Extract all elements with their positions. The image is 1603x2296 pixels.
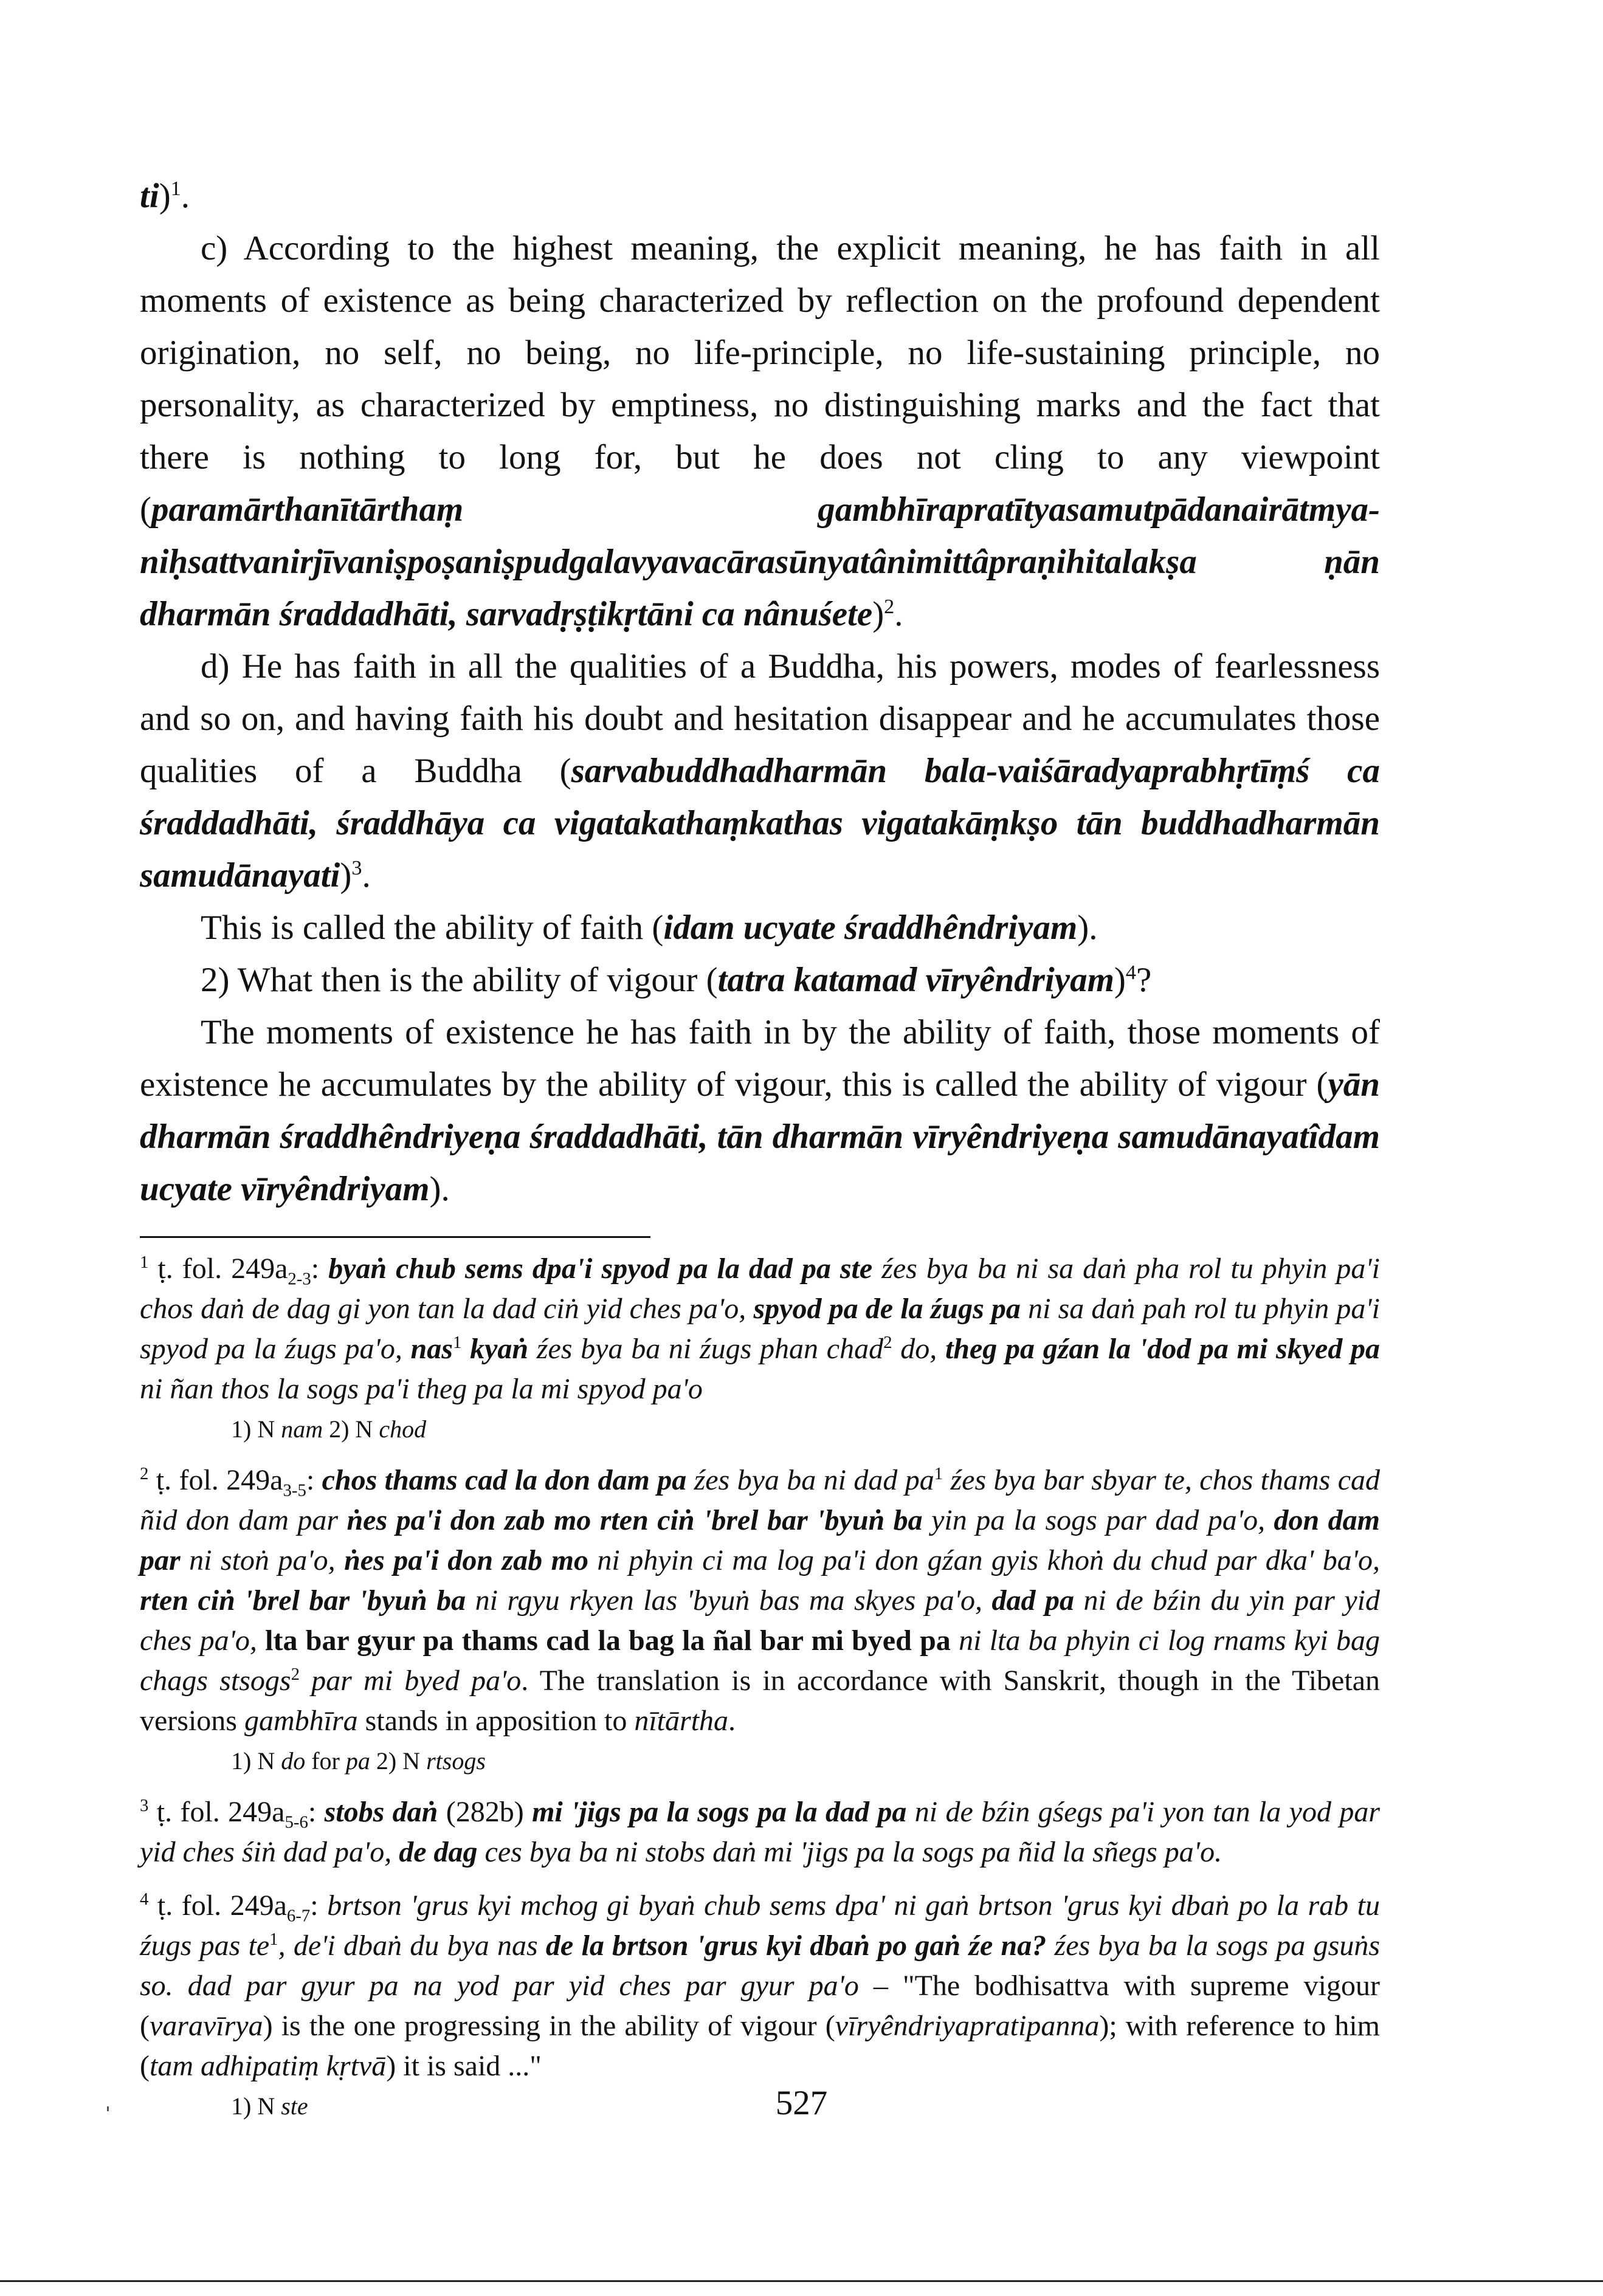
variant-readings: 1) N do for pa 2) N rtsogs bbox=[231, 1747, 486, 1775]
page bbox=[140, 170, 1380, 2137]
para-d: d) He has faith in all the qualities of a Buddha, his powers, modes of fearlessness and so on, and having faith his doubt and hesitation disappear and he accumulates those qualities of a Buddha (sarvabuddhadharmān bala-vaiśāradyaprabhṛtīṃś ca śraddadhāti, śraddhāya ca vigatakathaṃkathas vigatakāṃkṣo tān buddhadharmān samudānayati)$^3$. bbox=[140, 647, 1380, 895]
skt-passage: yān dharmān śraddhêndriyeṇa śraddadhāti, tān dharmān vīryêndriyeṇa samudānayatîdam ucyate vīryêndriyam bbox=[140, 1065, 1380, 1208]
variant-readings: 1) N ste bbox=[231, 2092, 308, 2120]
page-number: 527 bbox=[775, 2084, 828, 2122]
para-vigour-question: 2) What then is the ability of vigour (tatra katamad vīryêndriyam)$^4$? bbox=[201, 961, 1152, 999]
footnote-ref: 3 bbox=[351, 857, 362, 879]
footnote-3: $^3$ ṭ. fol. $249a_{5-6}$: stobs daṅ (282b) mi 'jigs pa la sogs pa la dad pa ni de bźin gśegs pa'i yon tan la yod par yid ches śiṅ dad pa'o, de dag ces bya ba ni stobs daṅ mi 'jigs pa la sogs pa ñid la sñegs pa'o. bbox=[140, 1796, 1381, 1868]
para-c: c) According to the highest meaning, the explicit meaning, he has faith in all moments of existence as being characterized by reflection on the profound dependent origination, no self, no being, no life-principle, no life-sustaining principle, no personality, as characterized by emptiness, no distinguishing marks and the fact that there is nothing to long for, but he does not cling to any viewpoint (paramārthanītārthaṃ gambhīrapratītyasamutpādanairātmya-niḥsattvanirjīvaniṣpoṣaniṣpudgalavyavacārasūnyatânimittâpraṇihitalakṣa ṇān dharmān śraddadhāti, sarvadṛṣṭikṛtāni ca nânuśete)$^2$. bbox=[140, 229, 1380, 633]
variant-readings: 1) N nam 2) N chod bbox=[231, 1415, 427, 1443]
skt-term: ti bbox=[140, 177, 159, 215]
skt-passage: sarvabuddhadharmān bala-vaiśāradyaprabhṛtīṃś ca śraddadhāti, śraddhāya ca vigatakathaṃkathas vigatakāṃkṣo tān buddhadharmān samudānayati bbox=[140, 752, 1380, 895]
footnote-ref: 4 bbox=[1125, 961, 1136, 984]
footnotes bbox=[140, 1249, 1380, 2124]
footnote-2: $^2$ ṭ. fol. $249a_{3-5}$: chos thams cad la don dam pa źes bya ba ni dad $pa^1$ źes bya bar sbyar te, chos thams cad ñid don dam par ṅes pa'i don zab mo rten ciṅ 'brel bar 'byuṅ ba yin pa la sogs par dad pa'o, don dam par ni stoṅ pa'o, ṅes pa'i don zab mo ni phyin ci ma log pa'i don gźan gyis khoṅ du chud par dka' ba'o, rten ciṅ 'brel bar 'byuṅ ba ni rgyu rkyen las 'byuṅ bas ma skyes pa'o, dad pa ni de bźin du yin par yid ches pa'o, lta bar gyur pa thams cad la bag la ñal bar mi byed pa ni lta ba phyin ci log rnams kyi bag chags stsogs$^2$ par mi byed pa'o. The translation is in accordance with Sanskrit, though in the Tibetan versions gambhīra stands in apposition to nītārtha. 1) N do for pa 2) N rtsogs bbox=[140, 1460, 1380, 1779]
scan-speck bbox=[107, 2106, 109, 2111]
para-continuation: ti)$^1$. bbox=[140, 177, 190, 215]
footnote-1: $^1$ ṭ. fol. $249a_{2-3}$: byaṅ chub sems dpa'i spyod pa la dad pa ste źes bya ba ni sa daṅ pha rol tu phyin pa'i chos daṅ de dag gi yon tan la dad ciṅ yid ches pa'o, spyod pa de la źugs pa ni sa daṅ pah rol tu phyin pa'i spyod pa la źugs pa'o, nas$^1$ kyaṅ źes bya ba ni źugs phan chad$^2$ do, theg pa gźan la 'dod pa mi skyed pa ni ñan thos la sogs pa'i theg pa la mi spyod pa'o 1) N nam 2) N chod bbox=[140, 1249, 1380, 1447]
skt-passage: tatra katamad vīryêndriyam bbox=[717, 961, 1114, 999]
footnote-4: $^4$ ṭ. fol. $249a_{6-7}$: brtson 'grus kyi mchog gi byaṅ chub sems dpa' ni gaṅ brtson 'grus kyi dbaṅ po la rab tu źugs pas $te^1$, de'i dbaṅ du bya nas de la brtson 'grus kyi dbaṅ po gaṅ źe na? źes bya ba la sogs pa gsuṅs so. dad par gyur pa na yod par yid ches par gyur pa'o – "The bodhisattva with supreme vigour (varavīrya) is the one progressing in the ability of vigour (vīryêndriyapratipanna); with reference to him (tam adhipatiṃ kṛtvā) it is said ..." 1) N ste bbox=[140, 1886, 1380, 2124]
footnote-rule bbox=[140, 1236, 650, 1238]
scan-edge-line bbox=[0, 2280, 1603, 2282]
skt-passage: idam ucyate śraddhêndriyam bbox=[663, 909, 1078, 947]
footnote-ref: 2 bbox=[884, 596, 895, 618]
footnote-ref: 1 bbox=[170, 177, 181, 200]
main-text bbox=[140, 170, 1380, 1215]
skt-passage: paramārthanītārthaṃ gambhīrapratītyasamutpādanairātmya-niḥsattvanirjīvaniṣpoṣaniṣpudgalavyavacārasūnyatânimittâpraṇihitalakṣa ṇān dharmān śraddadhāti, sarvadṛṣṭikṛtāni ca nânuśete bbox=[140, 490, 1380, 633]
para-faith-called: This is called the ability of faith (idam ucyate śraddhêndriyam). bbox=[201, 909, 1098, 947]
para-vigour-answer: The moments of existence he has faith in by the ability of faith, those moments of existence he accumulates by the ability of vigour, this is called the ability of vigour (yān dharmān śraddhêndriyeṇa śraddadhāti, tān dharmān vīryêndriyeṇa samudānayatîdam ucyate vīryêndriyam). bbox=[140, 1013, 1380, 1208]
